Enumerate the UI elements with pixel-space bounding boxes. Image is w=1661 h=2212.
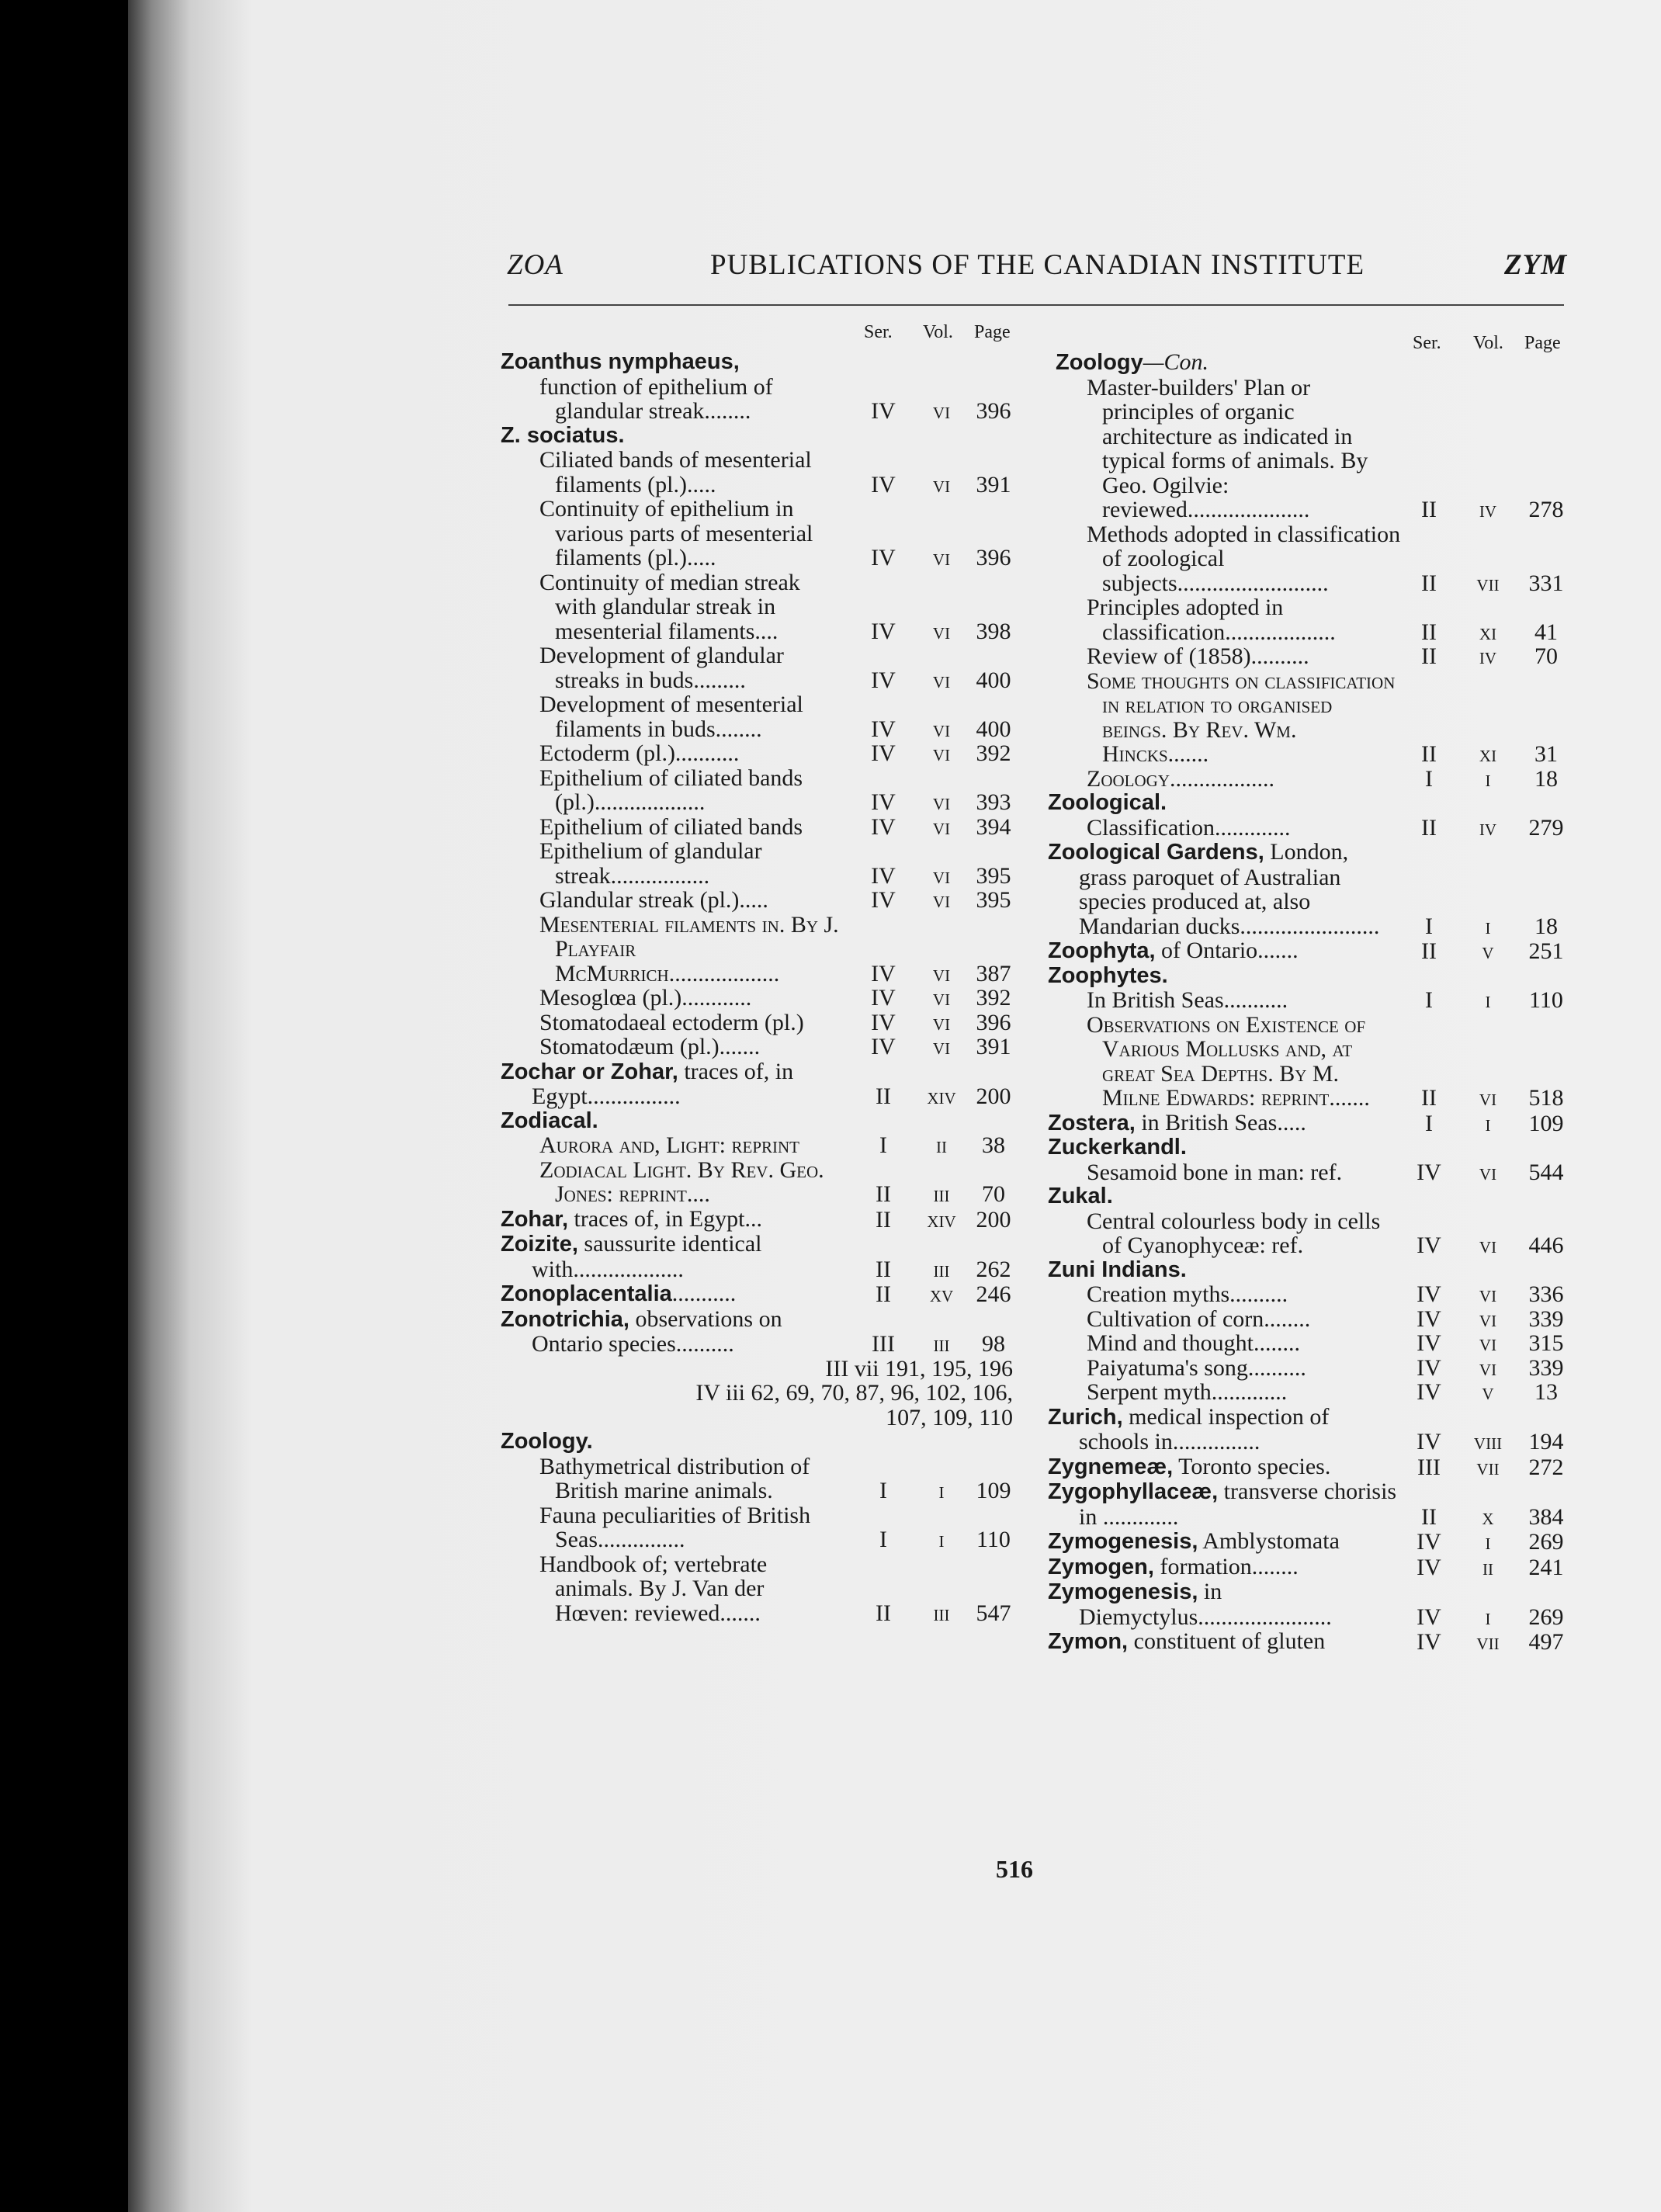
vol-value: vi — [932, 887, 951, 913]
vol-value: i — [1485, 913, 1491, 939]
entry-text: Zodiacal Light. By Rev. Geo. Jones: reprint.... — [539, 1156, 824, 1207]
index-entry — [501, 1059, 1021, 1109]
left-column — [501, 322, 1021, 1625]
extra-reference-line: IV iii 62, 69, 70, 87, 96, 102, 106, — [695, 1380, 1013, 1406]
left-entry-list — [501, 350, 1021, 1357]
index-entry — [1048, 964, 1576, 989]
entry-text: Cultivation of corn........ — [1087, 1305, 1311, 1332]
ser-value: IV — [871, 667, 896, 693]
index-entry — [1048, 1405, 1576, 1454]
index-entry — [501, 888, 1021, 913]
page-value: 110 — [976, 1527, 1011, 1552]
entry-text: Aurora and, Light: reprint — [539, 1132, 799, 1158]
index-entry — [501, 1552, 1021, 1626]
entry-text: Ectoderm (pl.)........... — [539, 740, 740, 766]
entry-text: Master-builders' Plan or principles of organic architecture as indicated in typical forms of animals. By Geo. Ogilvie: reviewed..................... — [1087, 374, 1368, 522]
ser-value: II — [876, 1181, 891, 1207]
index-entry — [1048, 1479, 1576, 1529]
ser-value: II — [876, 1281, 891, 1307]
ser-value: IV — [871, 789, 896, 815]
vol-value: xiv — [927, 1083, 956, 1109]
entry-text: Zygnemeæ, Toronto species. — [1048, 1453, 1331, 1479]
ser-value: I — [879, 1527, 887, 1552]
entry-text: Zoological. — [1048, 790, 1167, 815]
vol-value: vii — [1476, 570, 1500, 596]
page-value: 400 — [976, 667, 1011, 693]
vol-value: ii — [936, 1132, 947, 1158]
vol-value: vi — [1479, 1233, 1497, 1258]
vol-value: iv — [1479, 497, 1497, 522]
page-value: 200 — [976, 1083, 1011, 1109]
entry-text: Methods adopted in classification of zoological subjects.......................... — [1087, 521, 1401, 596]
index-entry — [1048, 1282, 1576, 1307]
entry-text: Epithelium of glandular streak................. — [539, 838, 762, 889]
entry-text: Zonotrichia, observations on Ontario species.......... — [501, 1305, 782, 1357]
page-value: 246 — [976, 1281, 1011, 1307]
index-entry — [1048, 522, 1576, 596]
page-heading: Page — [1524, 333, 1561, 353]
vol-value: iv — [1479, 814, 1497, 841]
ser-value: II — [1421, 741, 1437, 767]
vol-value: v — [1482, 938, 1494, 964]
vol-value: vi — [932, 618, 951, 644]
entry-text: Zoophytes. — [1048, 962, 1168, 988]
ser-value: IV — [871, 618, 896, 644]
index-entry — [1048, 1258, 1576, 1283]
page-value: 391 — [976, 1034, 1011, 1059]
entry-text: Sesamoid bone in man: ref. — [1087, 1159, 1343, 1185]
page-value: 387 — [976, 960, 1011, 986]
page-value: 392 — [976, 985, 1011, 1011]
index-entry — [1048, 1111, 1576, 1136]
vol-value: i — [938, 1478, 945, 1503]
page-value: 315 — [1528, 1330, 1564, 1356]
entry-text: Continuity of median streak with glandular streak in mesenterial filaments.... — [539, 569, 800, 644]
index-entry — [1048, 1160, 1576, 1185]
vol-value: vi — [1479, 1330, 1497, 1356]
entry-text: Stomatodaeal ectoderm (pl.) — [539, 1009, 804, 1035]
header-left-guide-word: ZOA — [507, 249, 563, 281]
page-value: 279 — [1528, 814, 1564, 841]
vol-value: vi — [1479, 1281, 1497, 1307]
page-value: 396 — [976, 398, 1011, 424]
entry-text: Development of glandular streaks in buds......... — [539, 643, 784, 693]
entry-text: Zymogen, formation........ — [1048, 1553, 1299, 1579]
page-value: 200 — [976, 1206, 1011, 1233]
index-entry — [1048, 644, 1576, 669]
page-value: 269 — [1528, 1529, 1564, 1555]
ser-value: IV — [1417, 1354, 1441, 1381]
index-entry — [501, 375, 1021, 424]
page-value: 272 — [1528, 1454, 1564, 1480]
page-number: 516 — [996, 1855, 1033, 1883]
entry-text: Continuity of epithelium in various parts of mesenterial filaments (pl.)..... — [539, 496, 813, 570]
page-value: 400 — [976, 716, 1011, 742]
vol-value: iii — [933, 1181, 950, 1207]
page-value: 70 — [982, 1181, 1005, 1207]
index-entry — [1048, 595, 1576, 644]
index-entry — [1048, 1529, 1576, 1555]
ser-value: IV — [871, 1009, 896, 1035]
page-value: 269 — [1528, 1604, 1564, 1630]
page-value: 331 — [1528, 570, 1564, 596]
ser-value: IV — [1417, 1554, 1441, 1580]
page-value: 194 — [1528, 1429, 1564, 1454]
index-entry — [501, 1207, 1021, 1233]
vol-value: xi — [1479, 741, 1497, 767]
entry-text: Mesenterial filaments in. By J. Playfair McMurrich................... — [539, 911, 839, 986]
entry-text: Creation myths.......... — [1087, 1281, 1288, 1307]
ser-value: IV — [1417, 1529, 1441, 1555]
entry-text: Zuckerkandl. — [1048, 1135, 1187, 1160]
index-entry — [501, 692, 1021, 741]
entry-text: Zoology. — [501, 1429, 593, 1454]
page-value: 395 — [976, 862, 1011, 889]
vol-value: i — [1485, 1110, 1491, 1136]
right-entry-list — [1048, 350, 1576, 1655]
entry-text: Mesoglœa (pl.)............ — [539, 985, 752, 1011]
entry-text: Zoology.................. — [1087, 765, 1274, 792]
entry-text: Zoophyta, of Ontario....... — [1048, 938, 1299, 963]
entry-text: Zymogenesis, in Diemyctylus....................... — [1048, 1579, 1332, 1630]
ser-value: II — [876, 1600, 891, 1626]
page-value: 391 — [976, 471, 1011, 498]
page-value: 518 — [1528, 1085, 1564, 1111]
index-entry — [1048, 1454, 1576, 1480]
vol-value: iii — [933, 1256, 950, 1282]
ser-value: IV — [871, 985, 896, 1011]
ser-value: III — [1417, 1454, 1441, 1480]
entry-text: Fauna peculiarities of British Seas............... — [539, 1502, 811, 1552]
entry-text: Zoizite, saussurite identical with................... — [501, 1231, 762, 1282]
entry-text: In British Seas........... — [1087, 987, 1288, 1013]
entry-text: Zoology—Con. — [1056, 349, 1208, 375]
page-value: 396 — [976, 1009, 1011, 1035]
vol-value: i — [1485, 987, 1491, 1013]
ser-value: IV — [871, 862, 896, 889]
extra-reference-line: III vii 191, 195, 196 — [825, 1355, 1013, 1382]
vol-value: i — [1485, 1529, 1491, 1555]
index-entry — [501, 1307, 1021, 1357]
extra-reference-line: 107, 109, 110 — [886, 1404, 1013, 1430]
index-entry — [501, 1158, 1021, 1207]
ser-value: I — [879, 1132, 887, 1158]
page-value: 392 — [976, 740, 1011, 766]
vol-value: vi — [932, 740, 951, 766]
entry-text: Zochar or Zohar, traces of, in Egypt................ — [501, 1058, 794, 1109]
vol-value: vii — [1476, 1629, 1500, 1655]
ser-heading: Ser. — [864, 322, 893, 342]
entry-text: Principles adopted in classification................... — [1087, 595, 1336, 645]
ser-value: IV — [871, 545, 896, 570]
ser-value: I — [1425, 913, 1433, 939]
index-entry — [501, 839, 1021, 888]
index-entry — [501, 1035, 1021, 1059]
vol-heading: Vol. — [923, 322, 953, 342]
index-entry — [1048, 1356, 1576, 1381]
index-entry — [501, 1430, 1021, 1454]
page-value: 393 — [976, 789, 1011, 815]
vol-value: vi — [1479, 1159, 1497, 1185]
entry-text: Zurich, medical inspection of schools in............... — [1048, 1403, 1330, 1454]
page-value: 31 — [1534, 741, 1558, 767]
vol-value: vi — [932, 813, 951, 840]
ser-value: IV — [1417, 1159, 1441, 1185]
page-value: 497 — [1528, 1629, 1564, 1655]
ser-value: I — [1425, 987, 1433, 1013]
entry-text: Glandular streak (pl.)..... — [539, 887, 768, 913]
ser-value: II — [1421, 619, 1437, 645]
header-right-guide-word: ZYM — [1504, 249, 1568, 281]
entry-text: Mind and thought........ — [1087, 1330, 1300, 1356]
entry-text: Zodiacal. — [501, 1108, 598, 1133]
index-entry — [1048, 938, 1576, 964]
entry-text: Zonoplacentalia........... — [501, 1281, 737, 1306]
left-extra-references — [501, 1357, 1021, 1430]
index-entry — [1048, 1629, 1576, 1655]
vol-heading: Vol. — [1473, 333, 1503, 353]
entry-text: Zymogenesis, Amblystomata — [1048, 1528, 1340, 1554]
ser-value: II — [876, 1206, 891, 1233]
page-value: 38 — [982, 1132, 1005, 1158]
vol-value: vi — [932, 985, 951, 1011]
ser-value: II — [876, 1256, 891, 1282]
ser-value: IV — [871, 740, 896, 766]
vol-value: vi — [932, 545, 951, 570]
page-value: 547 — [976, 1600, 1011, 1626]
vol-value: vi — [1479, 1305, 1497, 1332]
ser-value: II — [1421, 643, 1437, 669]
index-entry — [1048, 1013, 1576, 1111]
vol-value: vi — [932, 716, 951, 742]
index-entry — [1048, 840, 1576, 938]
index-entry — [501, 913, 1021, 986]
ser-value: IV — [871, 960, 896, 986]
index-entry — [501, 570, 1021, 644]
vol-value: i — [1485, 1604, 1491, 1630]
page-value: 251 — [1528, 938, 1564, 964]
ser-value: II — [1421, 1503, 1437, 1530]
page-value: 13 — [1534, 1379, 1558, 1405]
entry-text: Serpent myth............. — [1087, 1379, 1288, 1405]
ser-value: IV — [1417, 1233, 1441, 1258]
index-entry — [501, 1232, 1021, 1281]
index-entry — [1048, 767, 1576, 792]
index-entry — [501, 424, 1021, 449]
entry-text: Zukal. — [1048, 1184, 1113, 1208]
ser-value: II — [1421, 938, 1437, 964]
right-column — [1048, 322, 1576, 1655]
ser-value: II — [1421, 570, 1437, 596]
index-entry — [501, 1503, 1021, 1552]
vol-value: iv — [1479, 643, 1497, 669]
index-entry — [1048, 816, 1576, 841]
index-entry — [501, 766, 1021, 815]
page-value: 398 — [976, 618, 1011, 644]
page-value: 18 — [1534, 913, 1558, 939]
entry-text: Stomatodæum (pl.)....... — [539, 1034, 761, 1059]
entry-text: Observations on Existence of Various Mollusks and, at great Sea Depths. By M. Milne Edwards: reprint....... — [1087, 1011, 1370, 1111]
vol-value: x — [1482, 1503, 1494, 1530]
page-heading: Page — [974, 322, 1011, 342]
ser-value: II — [1421, 814, 1437, 841]
index-entry — [1048, 1380, 1576, 1405]
ser-value: IV — [1417, 1305, 1441, 1332]
ser-value: IV — [1417, 1629, 1441, 1655]
index-entry — [501, 1109, 1021, 1134]
index-entry — [1048, 1579, 1576, 1629]
vol-value: i — [1485, 765, 1491, 792]
entry-text: Ciliated bands of mesenterial filaments (pl.)..... — [539, 447, 812, 498]
ser-value: I — [1425, 1110, 1433, 1136]
entry-text: Review of (1858).......... — [1087, 643, 1309, 669]
index-entry — [1048, 1555, 1576, 1580]
page-value: 41 — [1534, 619, 1558, 645]
page-value: 109 — [976, 1478, 1011, 1503]
vol-value: vi — [932, 667, 951, 693]
entry-text: Zoanthus nymphaeus, — [501, 349, 740, 374]
ser-value: I — [879, 1478, 887, 1503]
ser-value: IV — [871, 1034, 896, 1059]
page-value: 544 — [1528, 1159, 1564, 1185]
entry-text: function of epithelium of glandular streak........ — [539, 373, 773, 424]
index-entry — [501, 741, 1021, 766]
page-value: 384 — [1528, 1503, 1564, 1530]
vol-value: viii — [1473, 1429, 1503, 1454]
vol-value: vi — [932, 1009, 951, 1035]
index-entry — [1048, 350, 1576, 376]
index-entry — [501, 1133, 1021, 1158]
index-entry — [501, 986, 1021, 1011]
page-value: 396 — [976, 545, 1011, 570]
index-entry — [501, 350, 1021, 375]
vol-value: vi — [1479, 1085, 1497, 1111]
ser-value: IV — [871, 398, 896, 424]
vol-value: vi — [932, 789, 951, 815]
vol-value: v — [1482, 1379, 1494, 1405]
vol-value: vi — [932, 862, 951, 889]
entry-text: Zymon, constituent of gluten — [1048, 1628, 1326, 1654]
page-value: 110 — [1529, 987, 1563, 1013]
vol-value: vi — [932, 471, 951, 498]
vol-value: vii — [1476, 1454, 1500, 1480]
vol-value: iii — [933, 1600, 950, 1626]
page-value: 395 — [976, 887, 1011, 913]
index-entry — [1048, 1331, 1576, 1356]
index-entry — [501, 815, 1021, 840]
entry-text: Zuni Indians. — [1048, 1257, 1187, 1282]
page-value: 446 — [1528, 1233, 1564, 1258]
entry-text: Some thoughts on classification in relation to organised beings. By Rev. Wm. Hincks....... — [1087, 667, 1396, 767]
entry-text: Paiyatuma's song.......... — [1087, 1354, 1306, 1381]
vol-value: vi — [932, 398, 951, 424]
index-entry — [501, 1011, 1021, 1035]
index-entry — [1048, 791, 1576, 816]
entry-text: Central colourless body in cells of Cyanophyceæ: ref. — [1087, 1208, 1381, 1258]
vol-value: vi — [932, 1034, 951, 1059]
vol-value: ii — [1482, 1554, 1493, 1580]
page-value: 70 — [1534, 643, 1558, 669]
vol-value: vi — [932, 960, 951, 986]
index-entry — [501, 643, 1021, 692]
page-value: 18 — [1534, 765, 1558, 792]
entry-text: Zostera, in British Seas..... — [1048, 1109, 1306, 1135]
header-title: PUBLICATIONS OF THE CANADIAN INSTITUTE — [710, 249, 1365, 281]
entry-text: Handbook of; vertebrate animals. By J. Van der Hœven: reviewed....... — [539, 1551, 768, 1626]
index-entry — [501, 448, 1021, 497]
page-value: 278 — [1528, 497, 1564, 522]
index-entry — [1048, 988, 1576, 1013]
ser-value: IV — [871, 471, 896, 498]
header-rule — [508, 304, 1564, 306]
index-entry — [1048, 1135, 1576, 1160]
entry-text: Bathymetrical distribution of British marine animals. — [539, 1453, 810, 1503]
entry-text: Z. sociatus. — [501, 422, 625, 448]
left-column-headings — [501, 322, 1021, 350]
page-value: 98 — [982, 1331, 1005, 1357]
vol-value: vi — [1479, 1354, 1497, 1381]
page-value: 262 — [976, 1256, 1011, 1282]
index-entry — [501, 497, 1021, 570]
ser-value: II — [1421, 497, 1437, 522]
index-entry — [501, 1454, 1021, 1503]
page-value: 394 — [976, 813, 1011, 840]
ser-value: II — [876, 1083, 891, 1109]
vol-value: iii — [933, 1331, 950, 1357]
page-value: 109 — [1528, 1110, 1564, 1136]
index-entry — [1048, 1209, 1576, 1258]
ser-value: IV — [871, 813, 896, 840]
page-value: 241 — [1528, 1554, 1564, 1580]
ser-value: IV — [1417, 1429, 1441, 1454]
vol-value: xv — [929, 1281, 954, 1307]
entry-text: Zoological Gardens, London, grass paroquet of Australian species produced at, also Mandarian ducks........................ — [1048, 839, 1380, 939]
vol-value: xi — [1479, 619, 1497, 645]
entry-text: Development of mesenterial filaments in buds........ — [539, 692, 803, 742]
ser-value: IV — [1417, 1604, 1441, 1630]
index-entry — [1048, 669, 1576, 767]
index-entry — [1048, 1307, 1576, 1332]
index-entry — [1048, 376, 1576, 522]
entry-text: Zohar, traces of, in Egypt... — [501, 1205, 762, 1232]
entry-text: Epithelium of ciliated bands (pl.)................... — [539, 764, 803, 815]
vol-value: xiv — [927, 1206, 956, 1233]
left-entry-list-2 — [501, 1430, 1021, 1625]
ser-value: II — [1421, 1085, 1437, 1111]
page-value: 339 — [1528, 1354, 1564, 1381]
entry-text: Epithelium of ciliated bands — [539, 813, 803, 840]
ser-heading: Ser. — [1413, 333, 1441, 353]
ser-value: III — [872, 1331, 895, 1357]
ser-value: I — [1425, 765, 1433, 792]
page-value: 339 — [1528, 1305, 1564, 1332]
ser-value: IV — [1417, 1330, 1441, 1356]
page-value: 336 — [1528, 1281, 1564, 1307]
vol-value: i — [938, 1527, 945, 1552]
entry-text: Zygophyllaceæ, transverse chorisis in ............. — [1048, 1479, 1397, 1530]
ser-value: IV — [1417, 1281, 1441, 1307]
index-entry — [1048, 1184, 1576, 1209]
index-entry — [501, 1281, 1021, 1307]
entry-text: Classification............. — [1087, 814, 1291, 841]
ser-value: IV — [871, 716, 896, 742]
ser-value: IV — [871, 887, 896, 913]
ser-value: IV — [1417, 1379, 1441, 1405]
running-header — [0, 248, 1661, 295]
